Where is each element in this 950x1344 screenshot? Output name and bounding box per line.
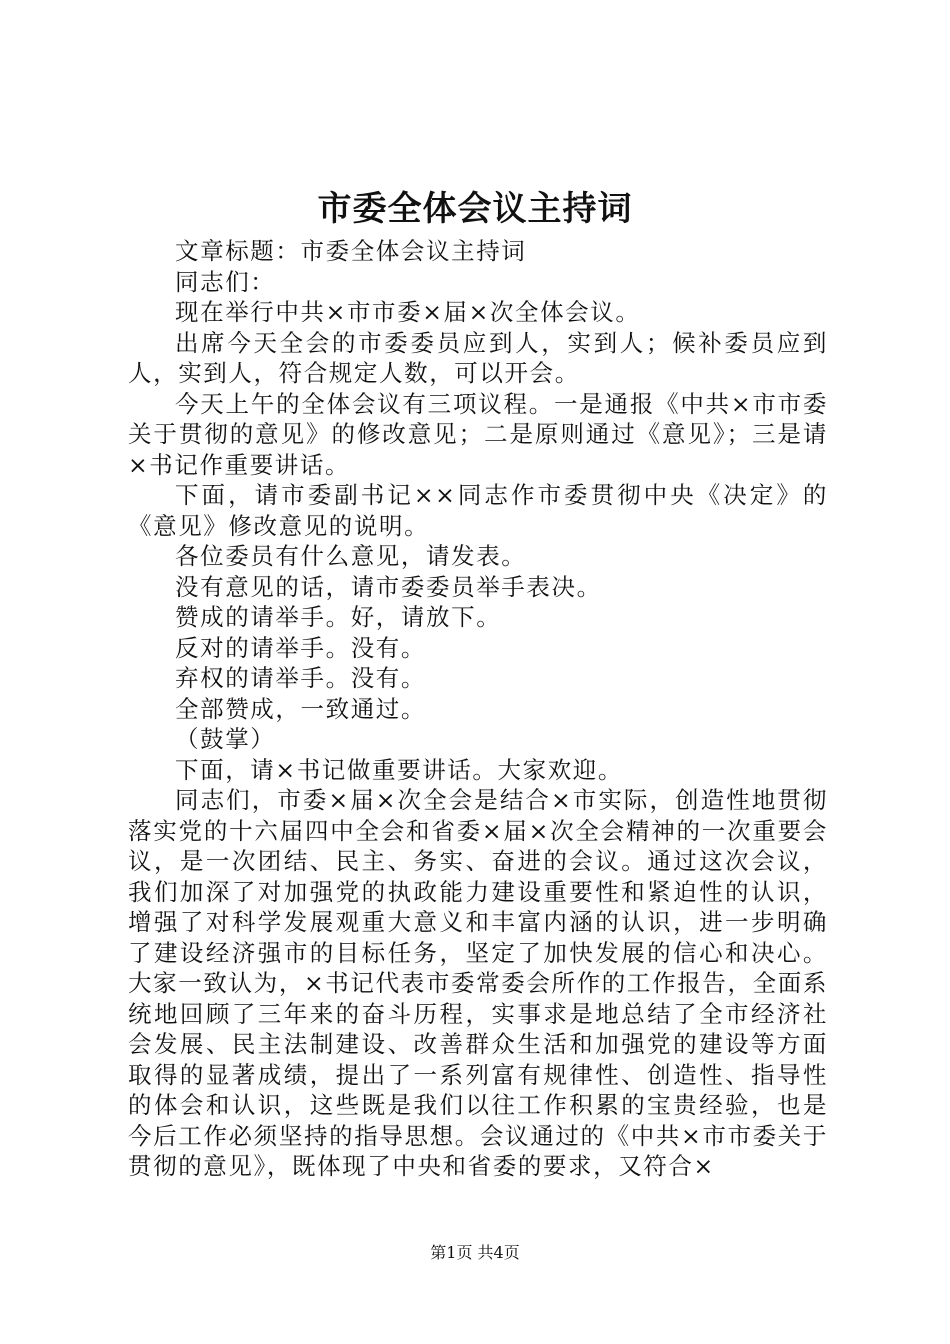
paragraph: 赞成的请举手。好，请放下。 [175, 603, 502, 631]
page-number-footer: 第1页 共4页 [430, 1243, 520, 1262]
paragraph: 弃权的请举手。没有。 [175, 664, 426, 692]
paragraph: 各位委员有什么意见，请发表。 [175, 542, 527, 570]
paragraph: 今天上午的全体会议有三项议程。一是通报《中共×市市委关于贯彻的意见》的修改意见；二是原则通过《意见》；三是请×书记作重要讲话。 [128, 389, 828, 479]
paragraph: 反对的请举手。没有。 [175, 633, 426, 662]
paragraph: 全部赞成，一致通过。 [175, 694, 426, 723]
document-title: 市委全体会议主持词 [317, 189, 633, 229]
paragraph: 下面，请×书记做重要讲话。大家欢迎。 [175, 755, 623, 784]
paragraph: 同志们，市委×届×次全会是结合×市实际，创造性地贯彻落实党的十六届四中全会和省委×届×次全会精神的一次重要会议，是一次团结、民主、务实、奋进的会议。通过这次会议，我们加深了对加强党的执政能力建设重要性和紧迫性的认识，增强了对科学发展观重大意义和丰富内涵的认识，进一步明确了建设经济强市的目标任务，坚定了加快发展的信心和决心。大家一致认为，×书记代表市委常委会所作的工作报告，全面系统地回顾了三年来的奋斗历程，实事求是地总结了全市经济社会发展、民主法制建设、改善群众生活和加强党的建设等方面取得的显著成绩，提出了一系列富有规律性、创造性、指导性的体会和认识，这些既是我们以往工作积累的宝贵经验，也是今后工作必须坚持的指导思想。会议通过的《中共×市市委关于贯彻的意见》，既体现了中央和省委的要求，又符合× [128, 786, 828, 1180]
paragraph: （鼓掌） [175, 725, 276, 753]
paragraph: 现在举行中共×市市委×届×次全体会议。 [175, 298, 641, 326]
paragraph: 文章标题：市委全体会议主持词 [175, 237, 527, 265]
paragraph: 同志们： [175, 267, 276, 296]
paragraph: 下面，请市委副书记××同志作市委贯彻中央《决定》的《意见》修改意见的说明。 [128, 481, 828, 540]
document-body [128, 236, 828, 1182]
paragraph: 出席今天全会的市委委员应到人，实到人；候补委员应到人，实到人，符合规定人数，可以开会。 [128, 328, 828, 387]
paragraph: 没有意见的话，请市委委员举手表决。 [175, 572, 602, 601]
